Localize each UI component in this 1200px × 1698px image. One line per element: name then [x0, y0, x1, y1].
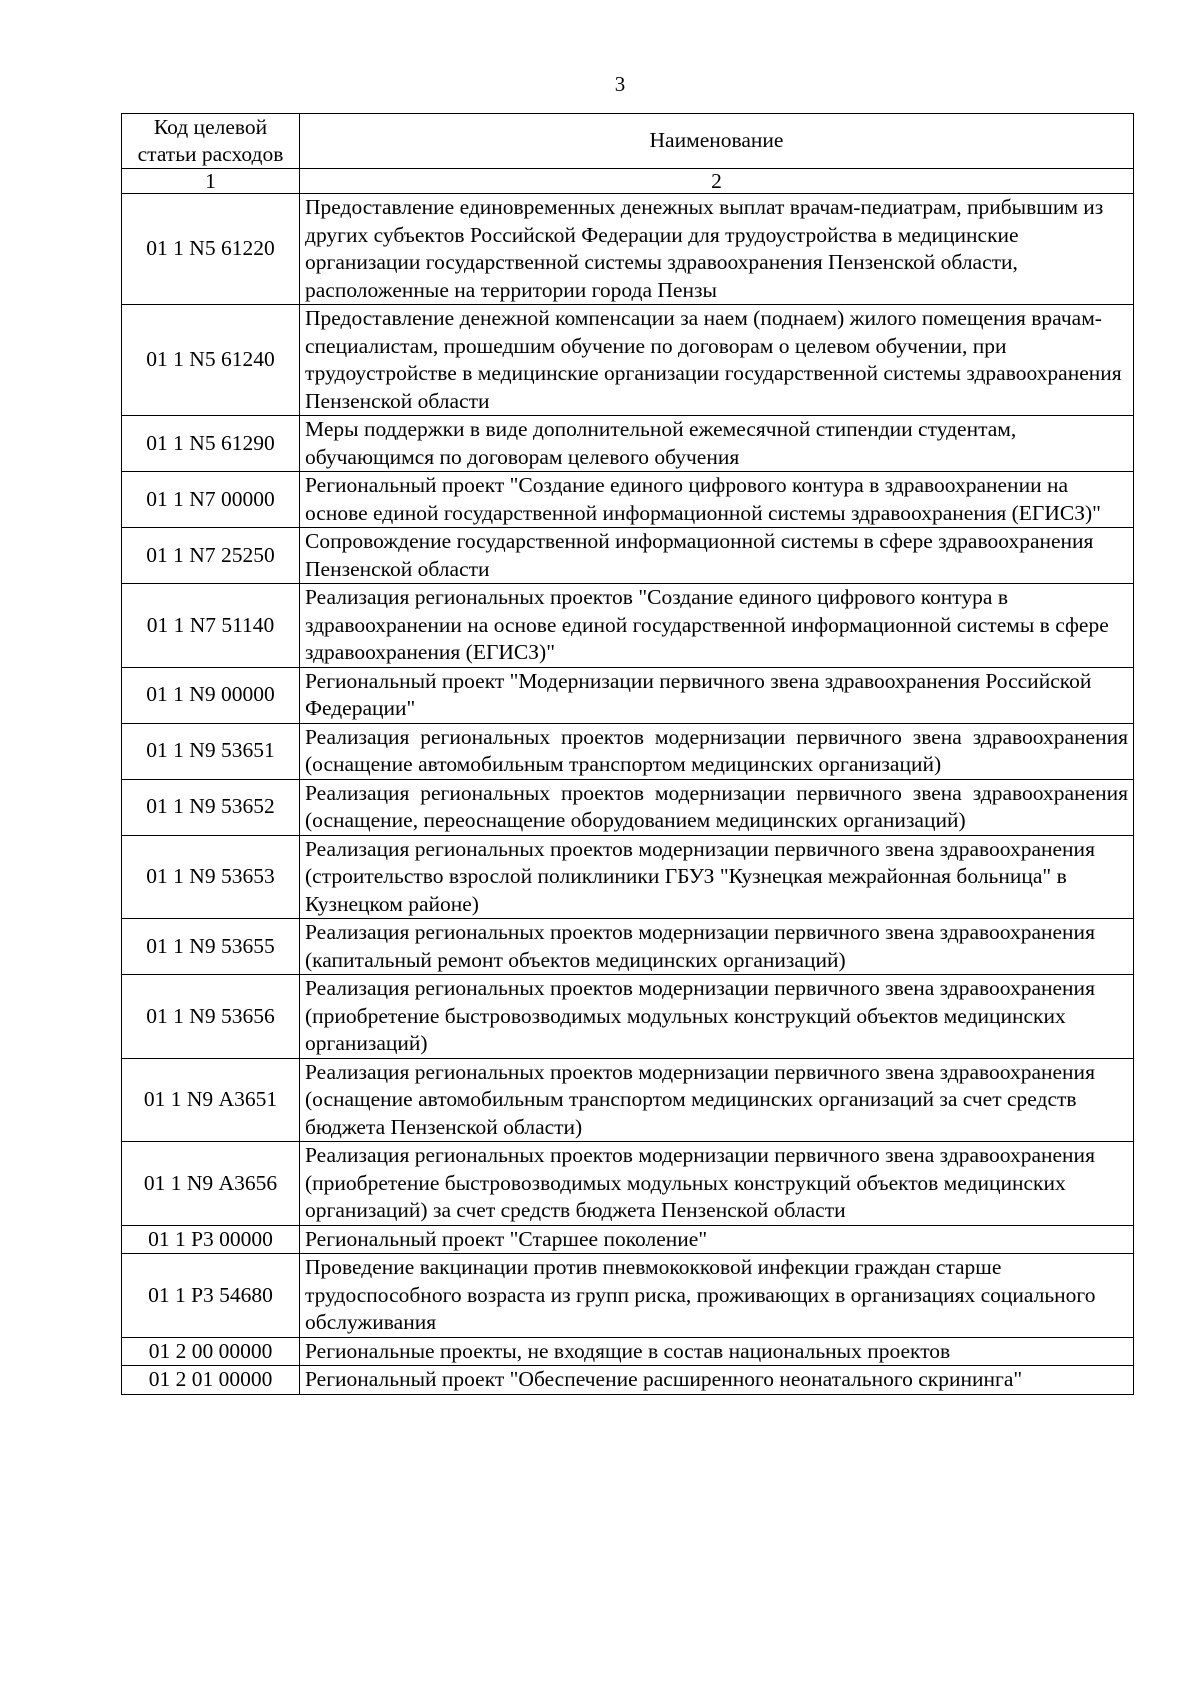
row-code: 01 1 N9 А3656: [122, 1142, 300, 1226]
row-name: Реализация региональных проектов модернизации первичного звена здравоохранения (приобретение быстровозводимых модульных конструкций объектов медицинских организаций) за счет средств бюджета Пензенской области: [300, 1142, 1134, 1226]
table-header-row: [122, 114, 1134, 169]
row-name: Реализация региональных проектов модернизации первичного звена здравоохранения (оснащение автомобильным транспортом медицинских организаций за счет средств бюджета Пензенской области): [300, 1058, 1134, 1142]
table-row: [122, 975, 1134, 1059]
row-code: 01 1 N9 00000: [122, 667, 300, 723]
row-name: Региональные проекты, не входящие в состав национальных проектов: [300, 1337, 1134, 1366]
row-name: Региональный проект "Создание единого цифрового контура в здравоохранении на основе единой государственной информационной системы здравоохранения (ЕГИСЗ)": [300, 472, 1134, 528]
row-code: 01 1 P3 54680: [122, 1254, 300, 1338]
row-code: 01 1 N5 61220: [122, 194, 300, 305]
column-number-1: 1: [122, 169, 300, 194]
table-row: [122, 919, 1134, 975]
row-code: 01 1 N7 51140: [122, 584, 300, 668]
row-name: Реализация региональных проектов "Создание единого цифрового контура в здравоохранении на основе единой государственной информационной системы в сфере здравоохранения (ЕГИСЗ)": [300, 584, 1134, 668]
row-name: Сопровождение государственной информационной системы в сфере здравоохранения Пензенской области: [300, 528, 1134, 584]
row-name: Меры поддержки в виде дополнительной ежемесячной стипендии студентам, обучающимся по договорам целевого обучения: [300, 416, 1134, 472]
row-name: Реализация региональных проектов модернизации первичного звена здравоохранения (капитальный ремонт объектов медицинских организаций): [300, 919, 1134, 975]
table-row: [122, 1058, 1134, 1142]
table-row: [122, 194, 1134, 305]
table-row: [122, 416, 1134, 472]
table-row: [122, 1254, 1134, 1338]
row-code: 01 1 N5 61290: [122, 416, 300, 472]
row-name: Реализация региональных проектов модернизации первичного звена здравоохранения (оснащение, переоснащение оборудованием медицинских организаций): [300, 779, 1134, 835]
row-name: Предоставление единовременных денежных выплат врачам-педиатрам, прибывшим из других субъектов Российской Федерации для трудоустройства в медицинские организации государственной системы здравоохранения Пензенской области, расположенные на территории города Пензы: [300, 194, 1134, 305]
column-number-2: 2: [300, 169, 1134, 194]
table-row: [122, 528, 1134, 584]
header-name: Наименование: [300, 114, 1134, 169]
row-code: 01 1 N9 53655: [122, 919, 300, 975]
row-code: 01 2 01 00000: [122, 1366, 300, 1395]
row-code: 01 1 P3 00000: [122, 1225, 300, 1254]
row-name: Реализация региональных проектов модернизации первичного звена здравоохранения (приобретение быстровозводимых модульных конструкций объектов медицинских организаций): [300, 975, 1134, 1059]
row-name: Реализация региональных проектов модернизации первичного звена здравоохранения (строительство взрослой поликлиники ГБУЗ "Кузнецкая межрайонная больница" в Кузнецком районе): [300, 835, 1134, 919]
table-row: [122, 1225, 1134, 1254]
row-name: Региональный проект "Старшее поколение": [300, 1225, 1134, 1254]
row-code: 01 1 N9 А3651: [122, 1058, 300, 1142]
table-row: [122, 723, 1134, 779]
row-name: Региональный проект "Модернизации первичного звена здравоохранения Российской Федерации": [300, 667, 1134, 723]
table-row: [122, 1366, 1134, 1395]
row-code: 01 2 00 00000: [122, 1337, 300, 1366]
row-code: 01 1 N9 53653: [122, 835, 300, 919]
row-name: Предоставление денежной компенсации за наем (поднаем) жилого помещения врачам-специалистам, прошедшим обучение по договорам о целевом обучении, при трудоустройстве в медицинские организации государственной системы здравоохранения Пензенской области: [300, 305, 1134, 416]
table-row: [122, 472, 1134, 528]
table-row: [122, 1142, 1134, 1226]
row-code: 01 1 N9 53652: [122, 779, 300, 835]
table-row: [122, 779, 1134, 835]
row-code: 01 1 N5 61240: [122, 305, 300, 416]
table-row: [122, 1337, 1134, 1366]
table-row: [122, 584, 1134, 668]
row-code: 01 1 N7 00000: [122, 472, 300, 528]
header-code: Код целевой статьи расходов: [122, 114, 300, 169]
row-name: Проведение вакцинации против пневмококковой инфекции граждан старше трудоспособного возраста из групп риска, проживающих в организациях социального обслуживания: [300, 1254, 1134, 1338]
row-code: 01 1 N7 25250: [122, 528, 300, 584]
page-number: 3: [614, 72, 626, 96]
row-code: 01 1 N9 53651: [122, 723, 300, 779]
row-name: Реализация региональных проектов модернизации первичного звена здравоохранения (оснащение автомобильным транспортом медицинских организаций): [300, 723, 1134, 779]
row-code: 01 1 N9 53656: [122, 975, 300, 1059]
table-row: [122, 835, 1134, 919]
row-name: Региональный проект "Обеспечение расширенного неонатального скрининга": [300, 1366, 1134, 1395]
column-number-row: [122, 169, 1134, 194]
budget-codes-table: [121, 113, 1134, 1395]
table-row: [122, 305, 1134, 416]
table-row: [122, 667, 1134, 723]
